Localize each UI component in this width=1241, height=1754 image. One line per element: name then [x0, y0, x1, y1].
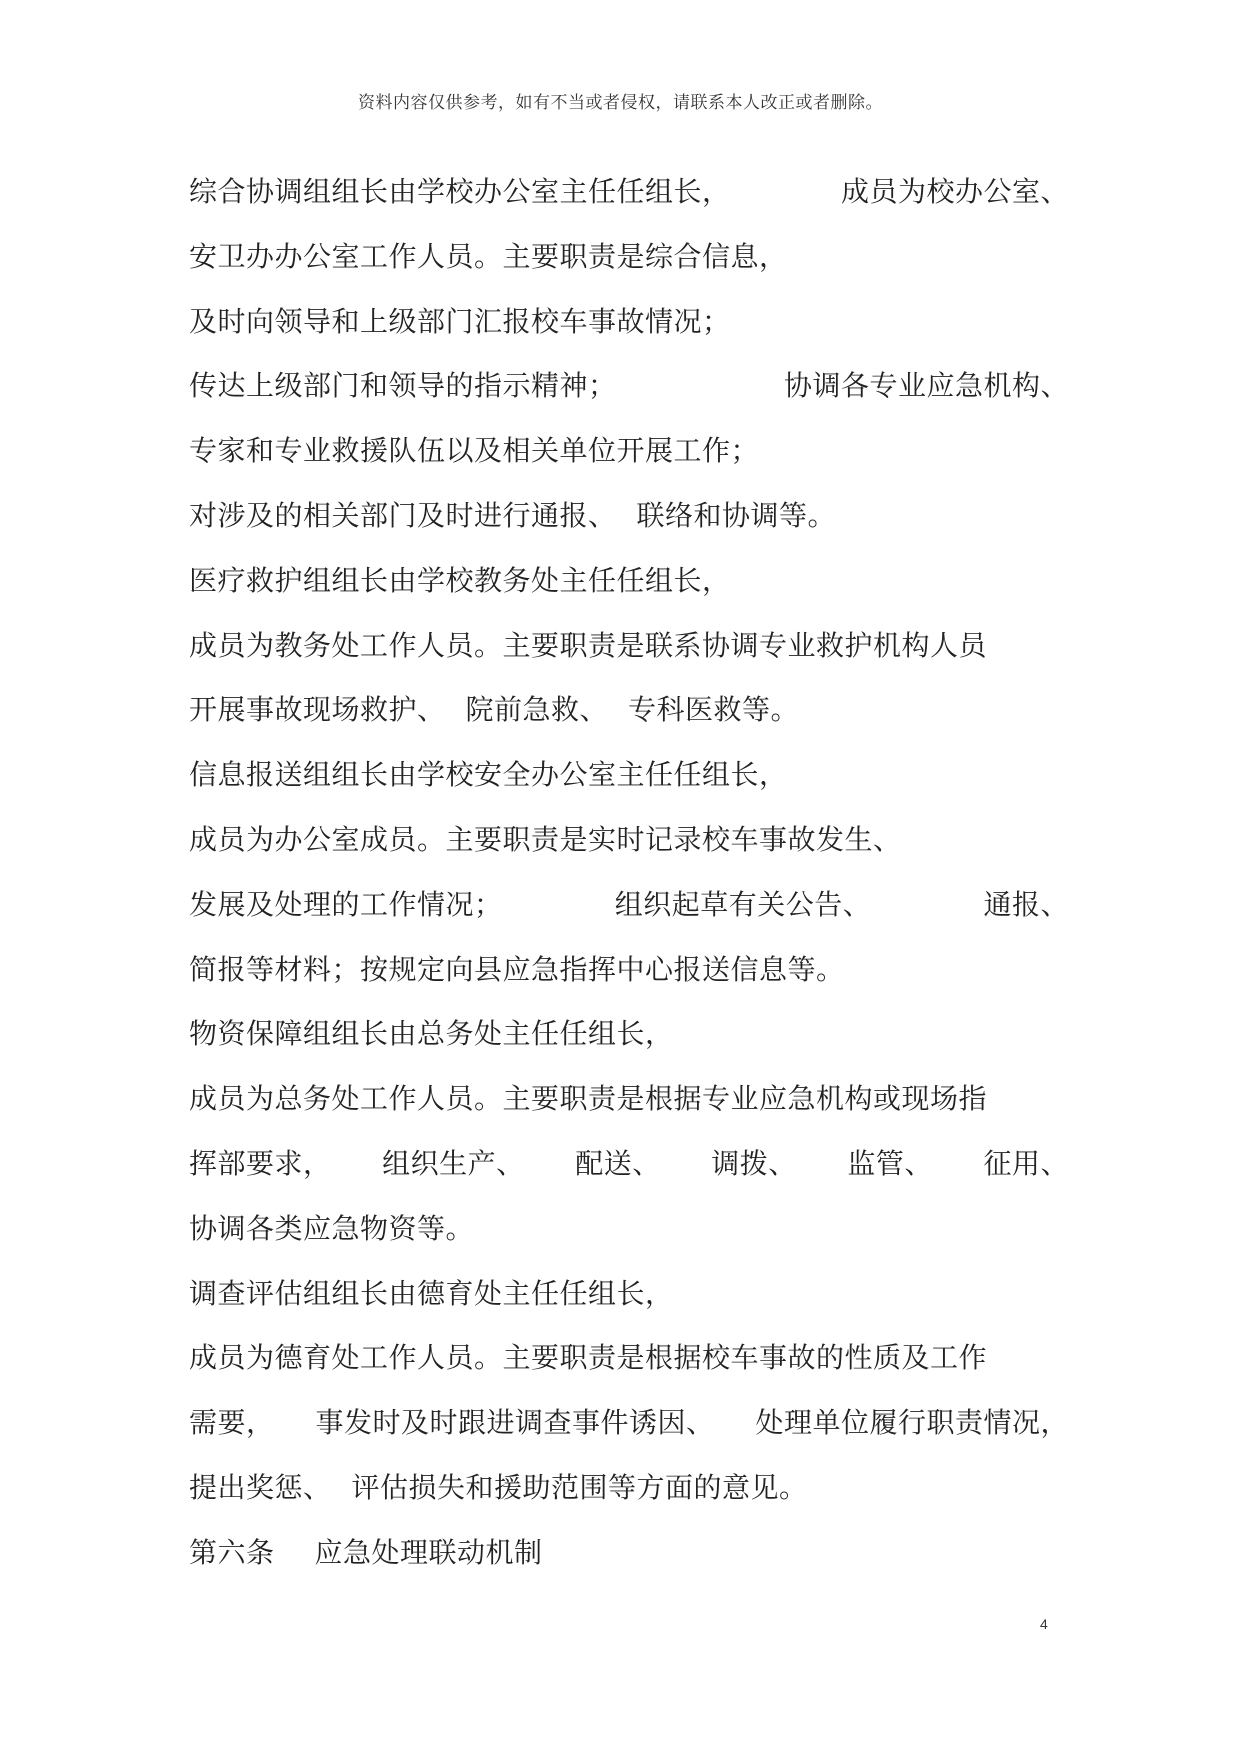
- section-heading: [189, 1521, 1069, 1586]
- text-segment: 组织起草有关公告、: [614, 887, 872, 921]
- article-title: 应急处理联动机制: [314, 1535, 543, 1569]
- text-segment: 成员为校办公室、: [840, 175, 1069, 208]
- paragraph-line: [189, 1391, 1069, 1456]
- text-segment: 监管、: [847, 1146, 933, 1180]
- paragraph-line: [189, 1456, 1069, 1521]
- text-segment: 协调各专业应急机构、: [783, 369, 1069, 403]
- text-segment: 配送、: [575, 1146, 661, 1180]
- paragraph-line: 信息报送组组长由学校安全办公室主任任组长，: [189, 758, 788, 792]
- paragraph-line: 医疗救护组组长由学校教务处主任任组长，: [189, 563, 731, 597]
- disclaimer-header: 资料内容仅供参考，如有不当或者侵权，请联系本人改正或者删除。: [358, 93, 883, 113]
- page-number: 4: [1040, 1616, 1048, 1632]
- paragraph-line: 成员为办公室成员。主要职责是实时记录校车事故发生、: [189, 822, 902, 856]
- paragraph-line: 成员为总务处工作人员。主要职责是根据专业应急机构或现场指: [189, 1082, 988, 1116]
- paragraph-line: [189, 1132, 1069, 1197]
- text-segment: 发展及处理的工作情况；: [189, 887, 503, 921]
- paragraph-line: 简报等材料；按规定向县应急指挥中心报送信息等。: [189, 952, 845, 986]
- paragraph-line: 及时向领导和上级部门汇报校车事故情况；: [189, 304, 731, 338]
- text-segment: 综合协调组组长由学校办公室主任任组长，: [189, 175, 731, 208]
- text-segment: 专科医救等。: [628, 693, 800, 727]
- paragraph-line: 安卫办办公室工作人员。主要职责是综合信息，: [189, 239, 788, 273]
- article-number: 第六条: [189, 1535, 275, 1569]
- text-segment: 传达上级部门和领导的指示精神；: [189, 369, 617, 403]
- paragraph-line: [189, 160, 1069, 225]
- document-body: [189, 160, 1069, 1586]
- paragraph-line: 专家和专业救援队伍以及相关单位开展工作；: [189, 434, 760, 468]
- paragraph-line: [189, 873, 1069, 938]
- text-segment: 组织生产、: [382, 1146, 525, 1180]
- text-segment: 开展事故现场救护、: [189, 693, 446, 727]
- paragraph-line: 物资保障组组长由总务处主任任组长，: [189, 1017, 674, 1051]
- paragraph-line: [189, 354, 1069, 419]
- text-segment: 院前急救、: [465, 693, 609, 727]
- text-segment: 挥部要求，: [189, 1146, 332, 1180]
- paragraph-line: 成员为德育处工作人员。主要职责是根据校车事故的性质及工作: [189, 1341, 988, 1375]
- text-segment: 通报、: [983, 887, 1069, 921]
- text-segment: 处理单位履行职责情况，: [755, 1406, 1069, 1440]
- text-segment: 调拨、: [711, 1146, 797, 1180]
- paragraph-line: [189, 484, 1069, 549]
- text-segment: 联络和协调等。: [636, 498, 837, 532]
- text-segment: 对涉及的相关部门及时进行通报、: [189, 498, 617, 532]
- text-segment: 提出奖惩、: [189, 1470, 332, 1504]
- paragraph-line: 协调各类应急物资等。: [189, 1211, 475, 1245]
- text-segment: 需要，: [189, 1406, 275, 1440]
- text-segment: 事发时及时跟进调查事件诱因、: [315, 1406, 715, 1440]
- text-segment: 征用、: [983, 1146, 1069, 1180]
- paragraph-line: 成员为教务处工作人员。主要职责是联系协调专业救护机构人员: [189, 628, 988, 662]
- paragraph-line: [189, 678, 1069, 743]
- paragraph-line: 调查评估组组长由德育处主任任组长，: [189, 1276, 674, 1310]
- text-segment: 评估损失和援助范围等方面的意见。: [351, 1470, 808, 1504]
